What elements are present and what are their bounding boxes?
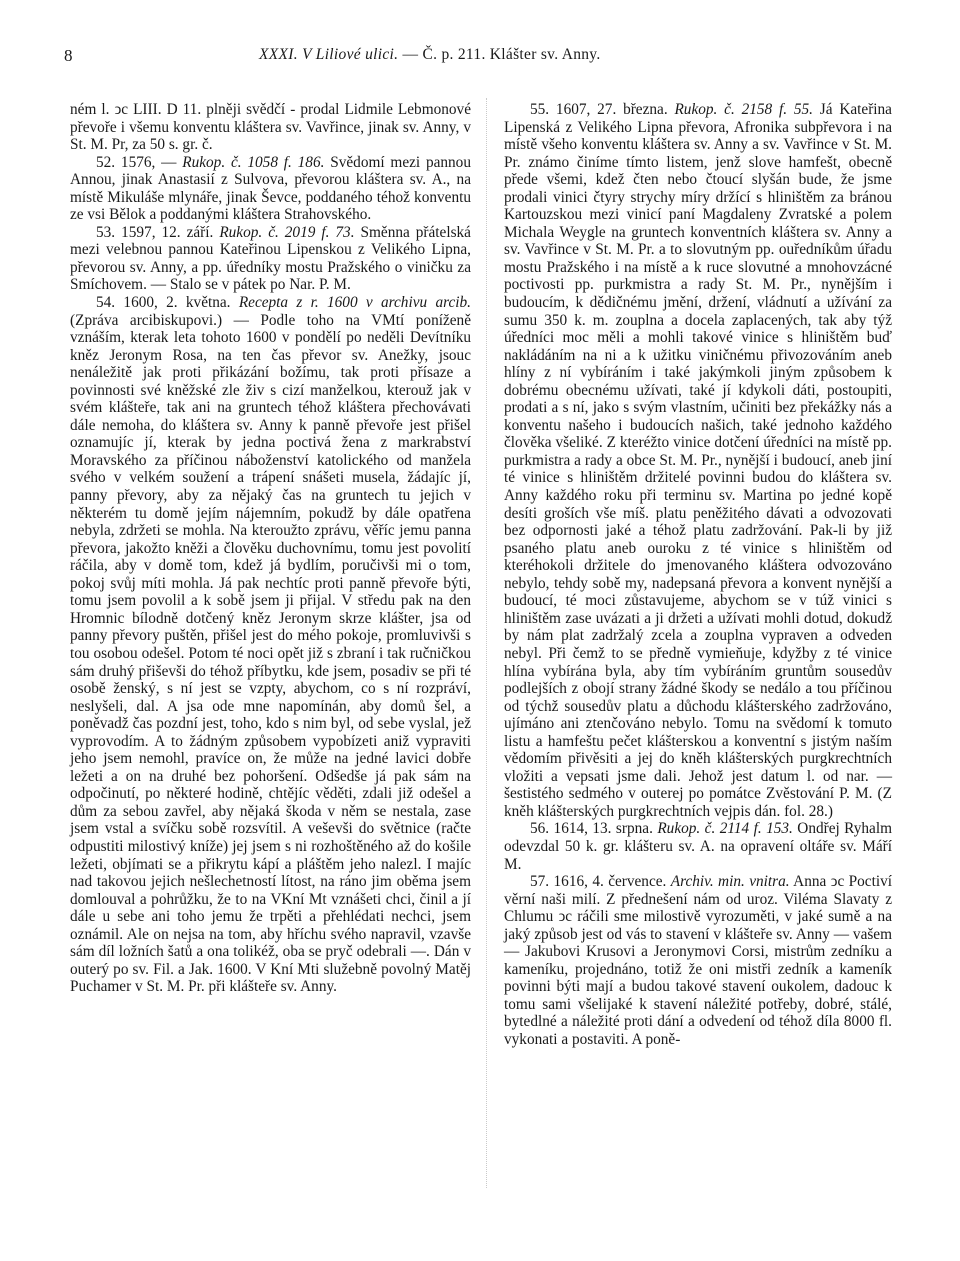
entry-citation: Recepta z r. 1600 v archivu arcib.: [238, 294, 471, 312]
page-header: [64, 46, 904, 72]
entry-57: [504, 873, 892, 1048]
running-head: [259, 46, 601, 64]
paragraph: ném l. ͻc LIII. D 11. plněji svědčí - prodal Lidmile Lebmonové převoře i všemu konventu kláštera sv. Vavřince, jinak sv. Anny, v St. M. Pr, za 50 s. gr. č.: [70, 101, 471, 154]
entry-lead: 52. 1576, —: [96, 153, 183, 171]
entry-lead: 53. 1597, 12. září.: [96, 223, 220, 241]
entry-lead: 56. 1614, 13. srpna.: [530, 820, 658, 838]
entry-text: (Zpráva arcibiskupovi.) — Podle toho na VMtí poníženě vznáším, kterak leta tohoto 1600 v pondělí po neděli Devítníku kněz Jeronym Rosa, na ten čas převor sv. Anežky, jsouc nenáležitě jak proti přikázání božímu, tak proti přísaze a povinnosti své kněžské zle živ s cizí manželkou, kterouž jak v svém klášteře, tak ani na gruntech téhož kláštera přechovávati dále nemoha, do kláštera sv. Anny k panně převoře jest přišel oznamujíc jí, kterak by jedna poctivá žena z markrabství Moravského za příčinou náboženství katolického od manžela svého v velkém soužení a trápení snášeti musela, žádajíc jí, panny převory, aby za nějaký čas na gruntech tu jejich v některém tu domě jejím nájemním, pokudž by dále opatřena nebyla, zdržeti se mohla. Na kteroužto zprávu, věříc jemu panna převora, jakožto kněži a člověku duchovnímu, tomu jest povolití ráčila, aby v domě tom, kdež já bydlím, poručivši mi o tom, pokoj svůj míti mohla. Já pak nechtíc proti panně převoře býti, tomu jsem povolil a k sobě jsem ji přijal. V středu pak na den Hromnic bílodně dotčený kněz Jeronym skrze klášter, jsa od panny převory puštěn, přišel jest do mého pokoje, promluvivši s tou osobou odešel. Potom té noci opět již s zbraní i tak ručničkou sám druhý přiševši do téhož příbytku, kde jsem, posadiv se při té osobě ženský, s ní jest se vzpty, abychom, co s ní rozpráví, neslyšeli, dal. A jsa ode mne napomínán, aby domů šel, a poněvadž čas pozdní jest, toho, kdo s nim byl, od sebe vyslal, jež vyprovodím. A to žádným způsobem vypobízeti aniž vypraviti jeho jsem nemohl, pravíce on, že může na jedné lavici dobře ležeti a on na druhé bez pohoršení. Odšedše já pak sám na odpočinutí, po některé hodině, chtějíc věděti, zdali již odešel a dům za sebou zavřel, aby nějaká škoda v něm se nestala, zase jsem vstal a svíčku sobě rozsvítil. A veševši do světnice (račte odpustiti milostivý kníže) jej jsem s ni rozhoštěného až do košile ležeti, objímati se a přikrytu kápí a pláštěm jeho nalezl. I majíc nad takovou jejich nešlechetností lítost, na ráno jim oběma jsem domlouval a pohrůžku, že to na VKní Mt vznášeti chci, činil a jí dále u sebe ani toho jemu že trpěti a přehlédati nechci, jsem oznámil. Ale on nejsa na tom, aby hříchu svého napravil, vzavše sám díl ložních šatů a ona tolikéž, oba se pryč odebrali —. Dán v outerý po sv. Fil. a Jak. 1600. V Kní Mti služebně povolný Matěj Puchamer v St. M. Pr. při klášteře sv. Anny.: [70, 311, 471, 996]
running-head-subtitle: — Č. p. 211. Klášter sv. Anny.: [398, 46, 601, 63]
entry-text: Směnna přátelská mezi velebnou pannou Kateřinou Lipenskou z Velikého Lipna, převorou sv. Anny, a pp. úředníky mostu Pražského o viničku za Smíchovem. — Stalo se v pátek po Nar. P. M.: [70, 223, 471, 294]
entry-citation: Rukop. č. 2019 f. 73.: [219, 223, 355, 241]
entry-text: Já Kateřina Lipenská z Velikého Lipna převora, Afronika subpřevora i na místě všeho konventu kláštera sv. Anny a sv. Vavřince v St. M. Pr. známo činíme tímto listem, jenž slove hamfešt, obecně přede všemi, kdež čten nebo čtoucí slyšán bude, že jsme prodali vinici čtyry strychy míry držící s hliništěm za bránou Kartouzskou mezi vinicí paní Magdaleny Zvratské a polem Michala Weygle na gruntech konventních kláštera sv. Anny a sv. Vavřince v St. M. Pr. a to slovutným pp. ouředníkům úřadu mostu Pražského i na místě a k ruce slovutné a mnohovzácné poctivosti pp. purkmistra a rady St. M. Pr., nynějším i budoucím, k dědičnému jmění, držení, vládnutí a užívání za sumu 350 k. m. zouplna a docela zaplacených, tak aby týž úředníci moc měli a mohli takové vinice s hliništěm buď nakládáním na ni a k užitku viničnému přivozováním aneb hlíny z ní vybíráním i také jakýmkoli jiným způsobem k dobrému obecnému užívati, také jí kdykoli dáti, postoupiti, prodati a s ní, jako s svým vlastním, učiniti bez překážky nás a konventu našeho i budoucích našich, také jednoho každého člověka všeliké. Z kteréžto vinice dotčení úředníci na místě pp. purkmistra a rady a obce St. M. Pr., nynější i budoucí, aneb jiní té vinice s hliništěm držitelé povinni budou do kláštera sv. Anny každého roku při terminu sv. Martina po jedné kopě desíti groších vše míš. platu peněžitého dávati a odvozovati bez odpornosti jaké a téhož platu zadržování. Pak-li by již psaného platu aneb ouroku z té vinice s hliništěm od kteréhokoli držitele do jmenovaného kláštera odvozováno nebylo, tehdy sobě my, nadepsaná převora a konvent nynější a budoucí, té moci zůstavujeme, abychom se v túž vinici s hliništěm zase uvázati a ji držeti a užívati mohli dotud, dokudž by nám plat zadržalý zcela a zouplna vypraven a odveden nebyl. Při čemž to se předně vymieňuje, kdyžby z té vinice hlína vybírána byla, aby tím vybíráním gruntům sousedův podlejších z obojí strany žádné škody se nedálo a tou příčinou od týchž sousedův platu a důchodu klášterského zadržováno, ujímáno ani ztenčováno nebylo. Tomu na svědomí k tomuto listu a hamfeštu pečet klášterskou a konventní s jistým naším vědomím přivěsiti a jej do kněh klášterských purgkrechtních vložiti a vepsati jsme dali. Jehož jest datum l. od nar. — šestistého sedmého v outerej po pomátce Zvěstování P. M. (Z kněh klášterských purgkrechtních vejpis dán. fol. 28.): [504, 101, 892, 820]
entry-lead: 55. 1607, 27. března.: [530, 101, 675, 118]
page-number: 8: [64, 46, 73, 65]
entry-citation: Rukop. č. 1058 f. 186.: [182, 153, 325, 171]
entry-55: [504, 101, 892, 820]
entry-56: [504, 820, 892, 873]
right-column: [504, 101, 892, 1049]
entry-lead: 57. 1616, 4. července.: [530, 873, 671, 891]
entry-52: [70, 154, 471, 224]
column-divider: [486, 98, 487, 1188]
entry-lead: 54. 1600, 2. května.: [96, 294, 239, 312]
running-head-title: XXXI. V Liliové ulici.: [259, 46, 399, 63]
entry-text: Ondřej Ryhalm odevzdal 50 k. gr. klášteru sv. A. na opravení oltáře sv. Máří M.: [504, 820, 892, 873]
entry-citation: Archiv. min. vnitra.: [670, 873, 790, 891]
entry-text: Anna ͻc Poctiví věrní naši milí. Z přednešení nám od uroz. Viléma Slavaty z Chlumu ͻc ráčili sme milostivě vyrozuměti, v jaké sumě a na jaký způsob jest od vás to stavení v klášteře sv. Anny — vašem — Jakubovi Krusovi a Jeronymovi Corsi, mistrům zedníku a kameníku, projednáno, totiž že oni mistři zedník a kameník povinni býti mají a budou takové stavení oukolem, dadouc k tomu sami všelijaké k stavení náležité potřeby, dobré, stálé, bytedlné a náležité proti dání a odvedení od téhož díla 8000 fl. vykonati a postaviti. A poně-: [504, 873, 892, 1048]
entry-54: [70, 294, 471, 996]
entry-citation: Rukop. č. 2114 f. 153.: [657, 820, 793, 838]
entry-text: Svědomí mezi pannou Annou, jinak Anastasií z Sulvova, převorou kláštera sv. A., na místě Mikuláše mlynáře, jinak Ševce, poddaného téhož konventu ze vsi Bělok a poddanými kláštera Strahovského.: [70, 153, 471, 224]
entry-citation: Rukop. č. 2158 f. 55.: [674, 101, 813, 118]
entry-53: [70, 224, 471, 294]
left-column: [70, 101, 471, 996]
